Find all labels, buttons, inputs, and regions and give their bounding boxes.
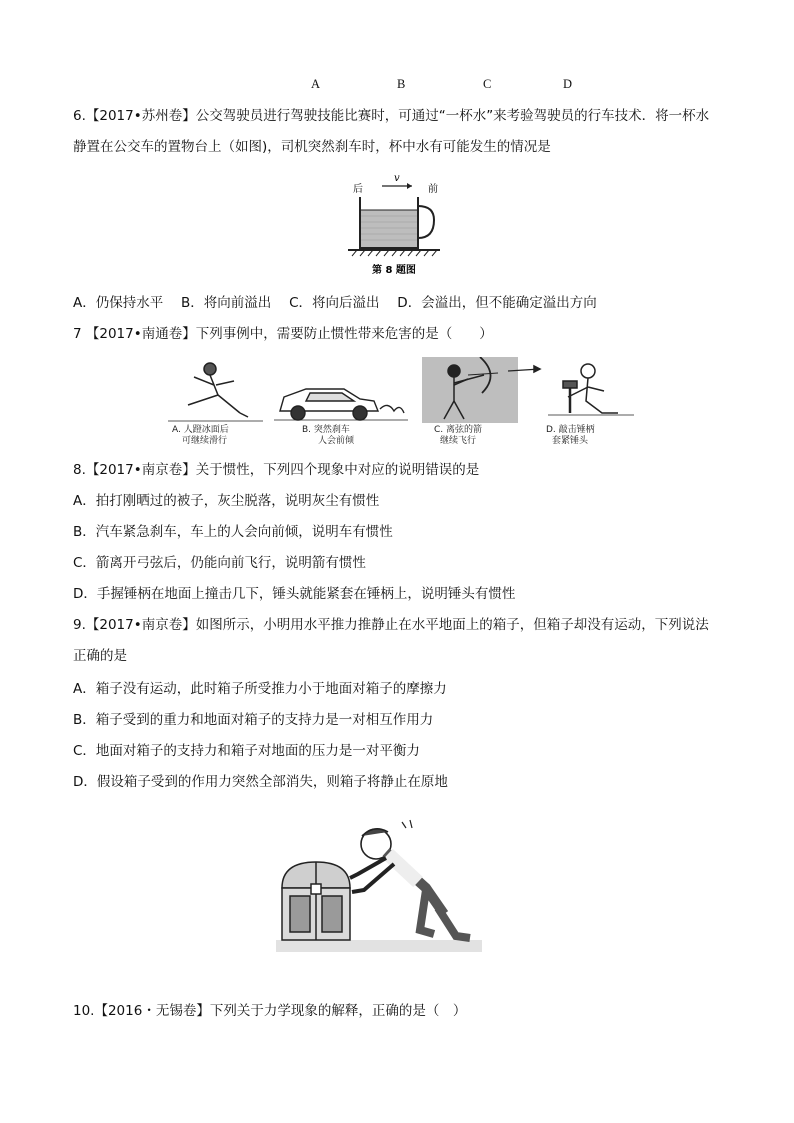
q8-option-d: D．手握锤柄在地面上撞击几下，锤头就能紧套在锤柄上，说明锤头有惯性 [73,586,516,602]
water [361,210,417,247]
q9-option-b: B．箱子受到的重力和地面对箱子的支持力是一对相互作用力 [73,712,434,728]
caption-a-line1: A. 人蹬冰面后 [172,425,229,435]
picture-c-archer [422,357,540,423]
caption-b-line2: 人会前倾 [318,436,355,446]
q9-option-c: C．地面对箱子的支持力和箱子对地面的压力是一对平衡力 [73,743,420,759]
option-b-label: B [397,77,406,91]
q9-option-a: A．箱子没有运动，此时箱子所受推力小于地面对箱子的摩擦力 [73,681,447,697]
q7-four-pictures [168,357,638,449]
fig-caption: 第 8 题图 [372,265,416,276]
q10-stem: 10.【2016・无锡卷】下列关于力学现象的解释，正确的是（ ） [73,1003,467,1019]
q8-option-a: A．拍打刚晒过的被子，灰尘脱落，说明灰尘有惯性 [73,493,380,509]
option-c-label: C [483,77,492,91]
q8-option-c: C．箭离开弓弦后，仍能向前飞行，说明箭有惯性 [73,555,366,571]
boy-pushing-box-figure [276,818,482,954]
picture-b-car [274,389,408,420]
picture-d-hammer [548,364,634,415]
caption-c-line2: 继续飞行 [440,436,477,446]
ground [276,940,482,952]
q8-option-b: B．汽车紧急刹车，车上的人会向前倾，说明车有惯性 [73,524,393,540]
q9-option-d: D．假设箱子受到的作用力突然全部消失，则箱子将静止在原地 [73,774,448,790]
fig-velocity-label: v [394,173,400,184]
fig-front-label: 前 [428,184,438,195]
option-a-label: A [311,77,321,91]
cup-on-bus-figure [348,172,448,278]
q8-stem: 8.【2017•南京卷】关于惯性，下列四个现象中对应的说明错误的是 [73,462,480,478]
treasure-chest [282,862,350,940]
caption-d-line2: 套紧锤头 [552,436,589,446]
q6-stem-line1: 6.【2017•苏州卷】公交驾驶员进行驾驶技能比赛时，可通过“一杯水”来考验驾驶员的行车技术．将一杯水 [73,108,710,124]
q7-stem: 7 【2017•南通卷】下列事例中，需要防止惯性带来危害的是（ ） [73,326,493,342]
q9-stem-line1: 9.【2017•南京卷】如图所示，小明用水平推力推静止在水平地面上的箱子，但箱子却没有运动，下列说法 [73,617,709,633]
caption-c-line1: C. 离弦的箭 [434,425,483,435]
q6-options: A．仍保持水平 B．将向前溢出 C．将向后溢出 D．会溢出，但不能确定溢出方向 [73,295,597,311]
velocity-arrowhead [407,183,412,189]
picture-a-skater [168,363,263,421]
cup-handle [418,206,434,238]
fig-back-label: 后 [353,184,363,195]
caption-d-line1: D. 敲击锤柄 [546,425,595,435]
caption-b-line1: B. 突然刹车 [302,425,350,435]
caption-a-line2: 可继续滑行 [182,436,228,446]
q9-stem-line2: 正确的是 [73,648,127,664]
option-d-label: D [563,77,573,91]
q6-stem-line2: 静置在公交车的置物台上（如图)，司机突然刹车时，杯中水有可能发生的情况是 [73,139,551,155]
